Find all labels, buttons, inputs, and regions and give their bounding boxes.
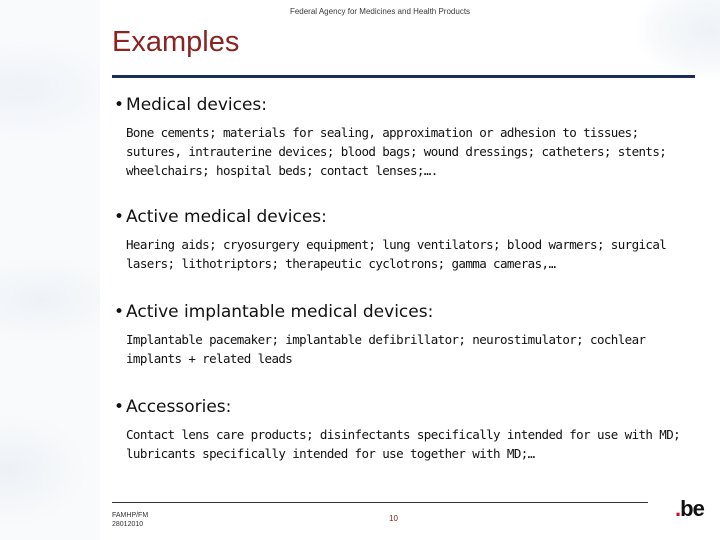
section-heading: Active medical devices: (126, 207, 327, 227)
bullet-icon: • (114, 302, 125, 322)
bullet-icon: • (114, 397, 125, 417)
section-detail: Bone cements; materials for sealing, approximation or adhesion to tissues; sutures, intrauterine devices; blood bags; wound dressings; catheters; stents; wheelchairs; hospital beds; contact lenses;…. (126, 125, 667, 178)
background-decoration-left (0, 0, 100, 540)
bullet-icon: • (114, 207, 125, 227)
background-decoration-top-right (630, 0, 720, 110)
footer-org-code: FAMHP/FM (112, 512, 149, 519)
logo-text: be (680, 496, 704, 521)
footer-reference (112, 511, 148, 529)
section-medical-devices (114, 95, 686, 180)
footer-date: 28012010 (112, 521, 144, 528)
slide-title: Examples (112, 26, 240, 58)
page-number: 10 (389, 514, 398, 523)
bullet-icon: • (114, 95, 125, 115)
title-divider (112, 75, 695, 78)
section-accessories (114, 397, 686, 463)
section-heading: Accessories: (126, 397, 232, 417)
section-active-implantable-devices (114, 302, 686, 368)
section-active-medical-devices (114, 207, 686, 273)
section-detail: Contact lens care products; disinfectants specifically intended for use with MD; lubricants specifically intended for use together with MD;… (126, 427, 681, 461)
section-heading: Active implantable medical devices: (126, 302, 434, 322)
footer-divider (112, 502, 648, 503)
section-heading: Medical devices: (126, 95, 267, 115)
section-detail: Implantable pacemaker; implantable defibrillator; neurostimulator; cochlear implants + related leads (126, 332, 646, 366)
section-detail: Hearing aids; cryosurgery equipment; lung ventilators; blood warmers; surgical lasers; lithotriptors; therapeutic cyclotrons; gamma cameras,… (126, 237, 667, 271)
header-organization: Federal Agency for Medicines and Health Products (289, 7, 471, 16)
logo-dot: . (675, 496, 681, 521)
be-logo (675, 496, 704, 522)
